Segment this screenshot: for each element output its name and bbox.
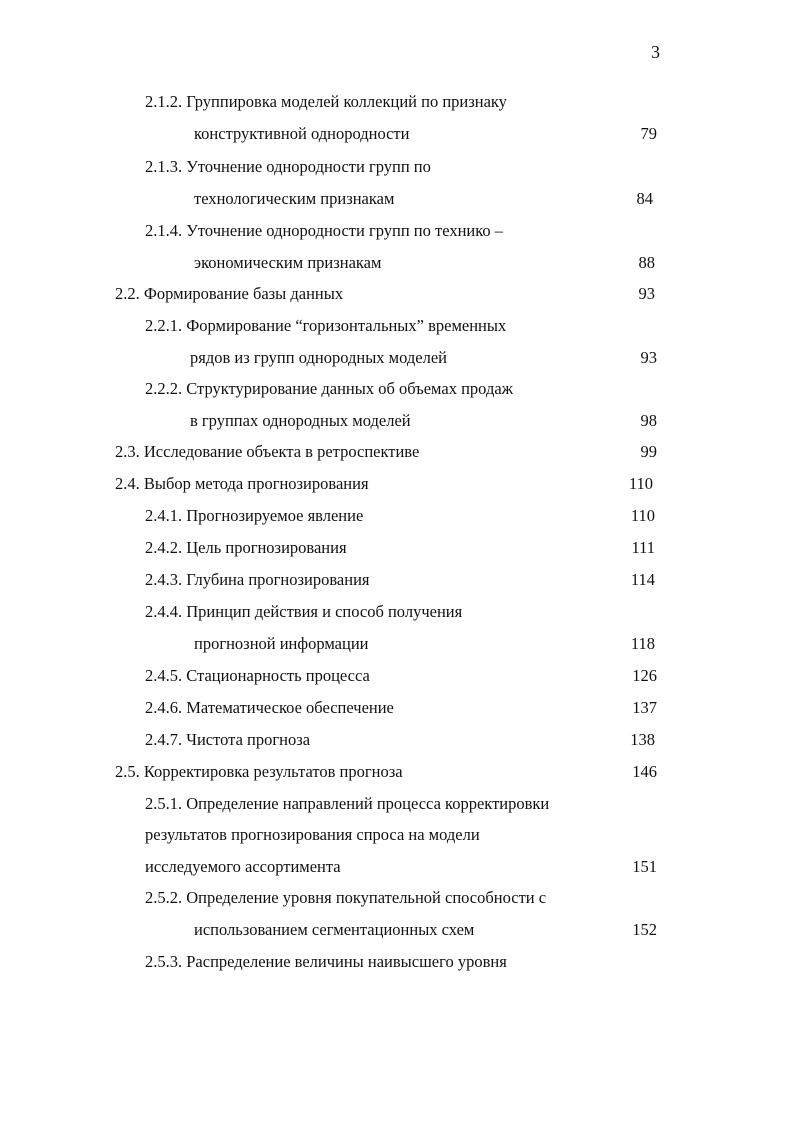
toc-entry [0,282,794,306]
toc-entry-title: 2.4.1. Прогнозируемое явление [145,506,364,525]
toc-entry-title: использованием сегментационных схем [194,920,475,939]
toc-entry-page: 110 [628,474,653,493]
toc-entry-page: 79 [640,124,657,143]
toc-entry-page: 111 [631,538,655,557]
toc-entry-page: 152 [632,920,657,939]
toc-entry-title: технологическим признакам [194,189,395,208]
toc-entry [0,155,794,179]
toc-entry [0,409,794,433]
toc-entry-title: 2.4.7. Чистота прогноза [145,730,311,749]
toc-entry-title: 2.5.2. Определение уровня покупательной способности с [145,888,547,907]
toc-entry-page: 137 [632,698,657,717]
toc-entry-title: 2.5.1. Определение направлений процесса корректировки [145,794,550,813]
toc-entry [0,918,794,942]
toc-entry-page: 88 [638,253,655,272]
toc-entry-page: 138 [630,730,655,749]
toc-entry [0,122,794,146]
toc-entry-title: рядов из групп однородных моделей [190,348,447,367]
toc-entry [0,90,794,114]
toc-entry [0,314,794,338]
toc-entry-title: 2.2.2. Структурирование данных об объемах продаж [145,379,514,398]
toc-entry-page: 126 [632,666,657,685]
toc-entry-title: 2.4.4. Принцип действия и способ получения [145,602,463,621]
toc-entry [0,760,794,784]
toc-entry [0,728,794,752]
toc-entry-title: 2.4.6. Математическое обеспечение [145,698,394,717]
toc-entry [0,792,794,816]
toc-entry [0,664,794,688]
toc-entry-page: 93 [638,284,655,303]
toc-entry [0,568,794,592]
toc-entry [0,472,794,496]
toc-entry [0,855,794,879]
toc-entry-title: 2.3. Исследование объекта в ретроспективе [115,442,420,461]
toc-entry-page: 98 [640,411,657,430]
toc-entry [0,886,794,910]
toc-entry [0,251,794,275]
toc-entry-title: 2.4.2. Цель прогнозирования [145,538,347,557]
toc-entry [0,536,794,560]
toc-entry-title: 2.2.1. Формирование “горизонтальных” временных [145,316,507,335]
toc-entry-title: 2.5.3. Распределение величины наивысшего уровня [145,952,507,971]
toc-entry-page: 151 [632,857,657,876]
toc-entry-page: 146 [632,762,657,781]
toc-entry [0,823,794,847]
toc-entry-title: 2.2. Формирование базы данных [115,284,344,303]
toc-entry [0,187,794,211]
toc-entry-title: результатов прогнозирования спроса на модели [145,825,480,844]
toc-entry-page: 118 [630,634,655,653]
toc-entry [0,440,794,464]
toc-entry-page: 110 [630,506,655,525]
toc-entry [0,696,794,720]
toc-entry-title: в группах однородных моделей [190,411,411,430]
toc-entry-page: 99 [640,442,657,461]
toc-entry [0,504,794,528]
toc-entry-title: конструктивной однородности [194,124,410,143]
toc-entry-title: экономическим признакам [194,253,382,272]
toc-entry [0,632,794,656]
page-number: 3 [651,42,660,62]
toc-entry-title: 2.4.3. Глубина прогнозирования [145,570,370,589]
toc-entry-page: 114 [630,570,655,589]
toc-entry-page: 84 [636,189,653,208]
toc-entry [0,346,794,370]
toc-entry-title: прогнозной информации [194,634,369,653]
toc-entry-title: 2.1.4. Уточнение однородности групп по технико – [145,221,504,240]
toc-entry [0,600,794,624]
toc-entry-page: 93 [640,348,657,367]
toc-entry-title: исследуемого ассортимента [145,857,341,876]
toc-entry-title: 2.1.2. Группировка моделей коллекций по признаку [145,92,507,111]
toc-entry-title: 2.4. Выбор метода прогнозирования [115,474,369,493]
toc-entry [0,950,794,974]
toc-entry-title: 2.1.3. Уточнение однородности групп по [145,157,431,176]
toc-entry [0,219,794,243]
toc-entry [0,377,794,401]
toc-entry-title: 2.5. Корректировка результатов прогноза [115,762,403,781]
toc-entry-title: 2.4.5. Стационарность процесса [145,666,370,685]
